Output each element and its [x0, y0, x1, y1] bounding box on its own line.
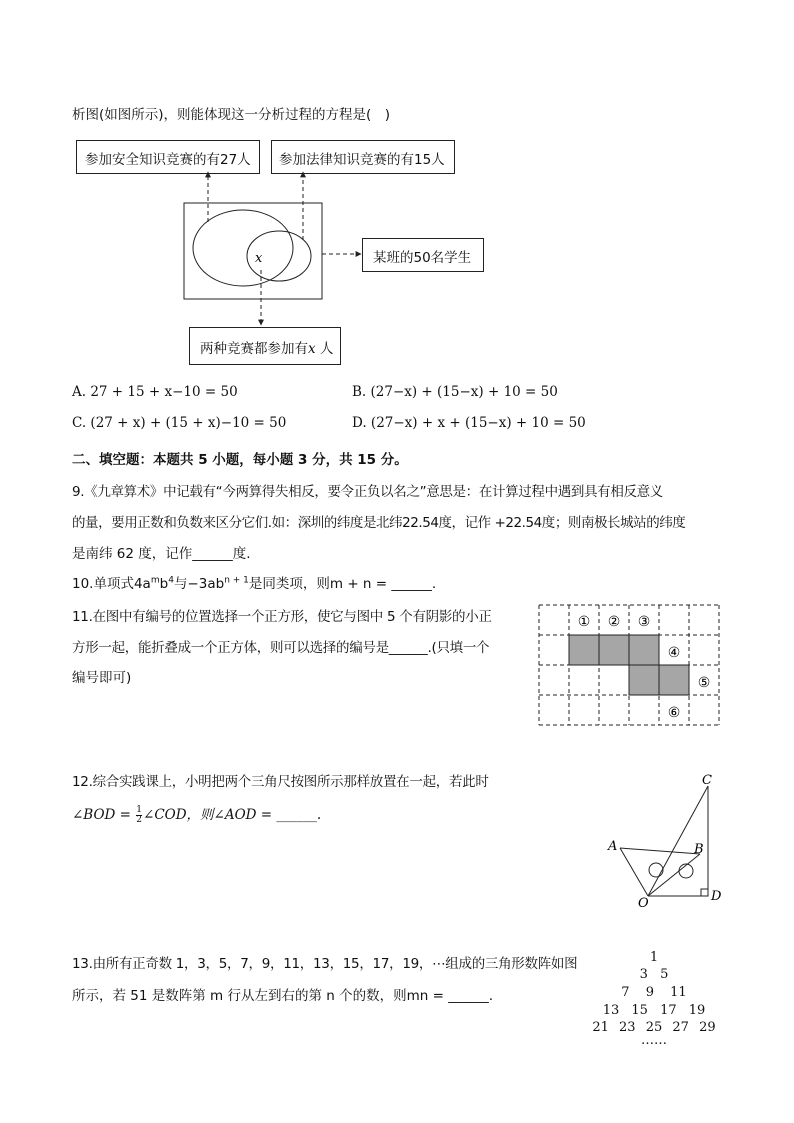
box-both-suffix: 人: [315, 341, 334, 357]
shaded-square: [629, 635, 659, 665]
triangle-number: 1: [649, 950, 659, 965]
label-c: C: [702, 773, 712, 788]
box-both-var: x: [308, 341, 316, 357]
label-d: D: [711, 889, 722, 904]
triangle-hole: [649, 863, 663, 877]
q9-line1: 9.《九章算术》中记载有“今两算得失相反，要令正负以名之”意思是：在计算过程中遇到具有相反意义: [72, 484, 663, 500]
triangle-number: 5: [660, 967, 669, 982]
label-o: O: [638, 896, 649, 908]
label-b: B: [694, 842, 704, 857]
q10-mid: b: [159, 576, 169, 592]
q10-tail: 是同类项，则m + n = ______.: [248, 576, 437, 592]
venn-var: x: [255, 251, 263, 266]
venn-frame: [184, 203, 322, 299]
q12-figure: [600, 768, 730, 908]
triangle-number: 15: [631, 1003, 648, 1018]
box-law-text: 参加法律知识竞赛的有15人: [279, 152, 445, 168]
seg-oc: [648, 786, 708, 896]
shaded-square: [659, 665, 689, 695]
q12-frac-den: 2: [136, 815, 143, 825]
triangle-number: 21: [592, 1020, 609, 1035]
box-class-text: 某班的50名学生: [373, 250, 472, 266]
grid-label-5: ⑤: [697, 675, 711, 691]
triangle-row: [584, 1003, 724, 1018]
q9-line3: 是南纬 62 度，记作______度.: [72, 546, 251, 562]
label-a: A: [608, 839, 618, 854]
q8-option-c: C. (27 + x) + (15 + x)−10 = 50: [72, 415, 287, 431]
triangle-number: 29: [699, 1020, 716, 1035]
box-safety-text: 参加安全知识竞赛的有27人: [85, 152, 251, 168]
triangle-number: 25: [645, 1020, 663, 1035]
shaded-square: [599, 635, 629, 665]
grid-label-3: ③: [637, 614, 651, 630]
triangle-dots: ……: [641, 1033, 667, 1048]
q11-grid: [534, 602, 724, 730]
q13-line2: 所示，若 51 是数阵第 m 行从左到右的第 n 个的数，则mn = ______.: [72, 988, 494, 1004]
shaded-square: [569, 635, 599, 665]
triangle-row: [584, 985, 724, 1000]
triangle-number: 23: [619, 1020, 636, 1035]
grid-label-4: ④: [667, 645, 681, 661]
triangle-number: 7: [621, 985, 630, 1000]
venn-svg: [0, 0, 794, 400]
right-angle-mark: [701, 889, 708, 896]
q10-sup1: m: [150, 575, 160, 586]
q10-sup2: 4: [168, 575, 174, 586]
triangle-number: 13: [602, 1003, 620, 1018]
q12-line2-rest: ∠COD，则∠AOD = ______.: [143, 807, 322, 823]
q8-option-b: B. (27−x) + (15−x) + 10 = 50: [352, 384, 558, 400]
q8-option-a: A. 27 + 15 + x−10 = 50: [72, 384, 238, 400]
q9-line2: 的量，要用正数和负数来区分它们.如：深圳的纬度是北纬22.54度，记作 +22.54度；则南极长城站的纬度: [72, 515, 686, 531]
triangle-row: [584, 950, 724, 965]
q10-text: 10.单项式4a: [72, 576, 151, 592]
q12-fraction: [136, 806, 142, 825]
q12-line1: 12.综合实践课上，小明把两个三角尺按图所示那样放置在一起，若此时: [72, 774, 489, 790]
seg-oa: [620, 848, 648, 896]
triangle-number: 11: [670, 985, 687, 1000]
grid-label-2: ②: [607, 614, 621, 630]
triangle-hole: [679, 864, 693, 878]
triangle-number: 19: [688, 1003, 706, 1018]
q10-line: [72, 572, 436, 592]
triangle-number: 27: [672, 1020, 689, 1035]
seg-ab: [620, 848, 700, 854]
grid-label-1: ①: [577, 614, 591, 630]
grid-lines: [539, 605, 719, 725]
section-2-heading: 二、填空题：本题共 5 小题，每小题 3 分，共 15 分。: [72, 452, 408, 468]
q11-line1: 11.在图中有编号的位置选择一个正方形，使它与图中 5 个有阴影的小正: [72, 609, 492, 625]
q11-line2: 方形一起，能折叠成一个正方体，则可以选择的编号是______.(只填一个: [72, 640, 490, 656]
q13-line1: 13.由所有正奇数 1，3，5，7，9，11，13，15，17，19，⋯组成的三角形数阵如图: [72, 956, 578, 972]
shaded-square: [629, 665, 659, 695]
q10-mid2: 与−3ab: [173, 576, 225, 592]
triangle-number: 17: [660, 1003, 677, 1018]
q8-option-d: D. (27−x) + x + (15−x) + 10 = 50: [352, 415, 586, 431]
box-both-prefix: 两种竞赛都参加有: [200, 341, 308, 357]
q12-line2: [72, 803, 321, 825]
q11-line3: 编号即可): [72, 670, 132, 686]
triangle-number: 3: [639, 967, 648, 982]
grid-label-6: ⑥: [667, 705, 681, 721]
q8-intro: 析图(如图所示)，则能体现这一分析过程的方程是( ): [72, 107, 391, 123]
triangle-row: [584, 967, 724, 982]
q10-sup3: n + 1: [224, 575, 249, 586]
q12-frac-num: 1: [136, 805, 143, 815]
q12-angle-bod: ∠BOD =: [72, 807, 136, 823]
triangle-number: 9: [645, 985, 654, 1000]
